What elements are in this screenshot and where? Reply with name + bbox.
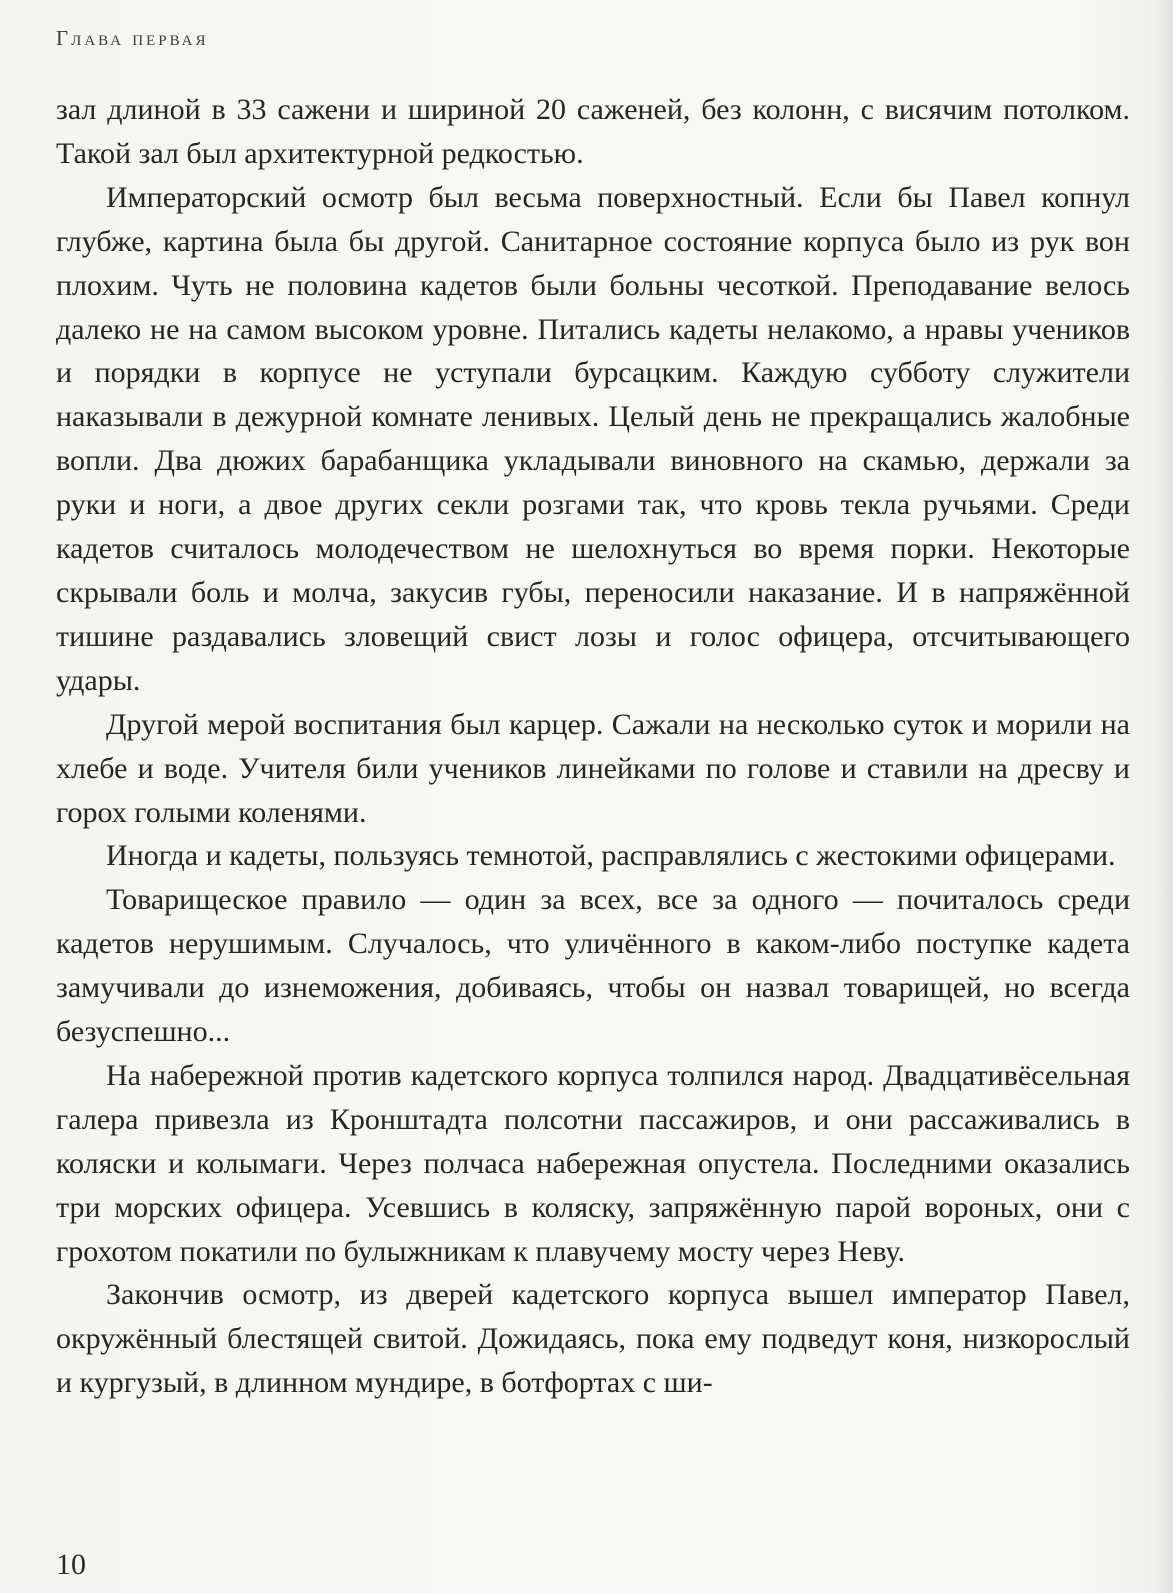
- paragraph: Товарищеское правило — один за всех, все за одного — почиталось среди кадетов нерушимым. Случалось, что уличённого в каком-либо поступке кадета замучивали до изнеможения, добиваясь, чтобы он назвал товарищей, но всегда безуспешно...: [56, 883, 1130, 1049]
- body-text: [56, 88, 1130, 1405]
- paragraph: зал длиной в 33 сажени и шириной 20 саженей, без колонн, с висячим потолком. Такой зал был архитектурной редкостью.: [56, 93, 1130, 170]
- running-head: Глава первая: [56, 26, 209, 50]
- page-edge-shadow: [1155, 0, 1173, 1593]
- page-number: 10: [56, 1548, 86, 1581]
- paragraph: Другой мерой воспитания был карцер. Сажали на несколько суток и морили на хлебе и воде. Учителя били учеников линейками по голове и ставили на дресву и горох голыми коленями.: [56, 707, 1130, 829]
- paragraph: Императорский осмотр был весьма поверхностный. Если бы Павел копнул глубже, картина была бы другой. Санитарное состояние корпуса было из рук вон плохим. Чуть не половина кадетов были больны чесоткой. Преподавание велось далеко не на самом высоком уровне. Питались кадеты нелакомо, а нравы учеников и порядки в корпусе не уступали бурсацким. Каждую субботу служители наказывали в дежурной комнате ленивых. Целый день не прекращались жалобные вопли. Два дюжих барабанщика укладывали виновного на скамью, держали за руки и ноги, а двое других секли розгами так, что кровь текла ручьями. Среди кадетов считалось молодечеством не шелохнуться во время порки. Некоторые скрывали боль и молча, закусив губы, переносили наказание. И в напряжённой тишине раздавались зловещий свист лозы и голос офицера, отсчитывающего удары.: [56, 180, 1130, 697]
- paragraph: Иногда и кадеты, пользуясь темнотой, расправлялись с жестокими офицерами.: [106, 839, 1116, 873]
- paragraph: На набережной против кадетского корпуса толпился народ. Двадцативёсельная галера привезла из Кронштадта полсотни пассажиров, и они рассаживались в коляски и колымаги. Через полчаса набережная опустела. Последними оказались три морских офицера. Усевшись в коляску, запряжённую парой вороных, они с грохотом покатили по булыжникам к плавучему мосту через Неву.: [56, 1058, 1130, 1268]
- paragraph: Закончив осмотр, из дверей кадетского корпуса вышел император Павел, окружённый блестящей свитой. Дожидаясь, пока ему подведут коня, низкорослый и кургузый, в длинном мундире, в ботфортах с ши-: [56, 1278, 1130, 1400]
